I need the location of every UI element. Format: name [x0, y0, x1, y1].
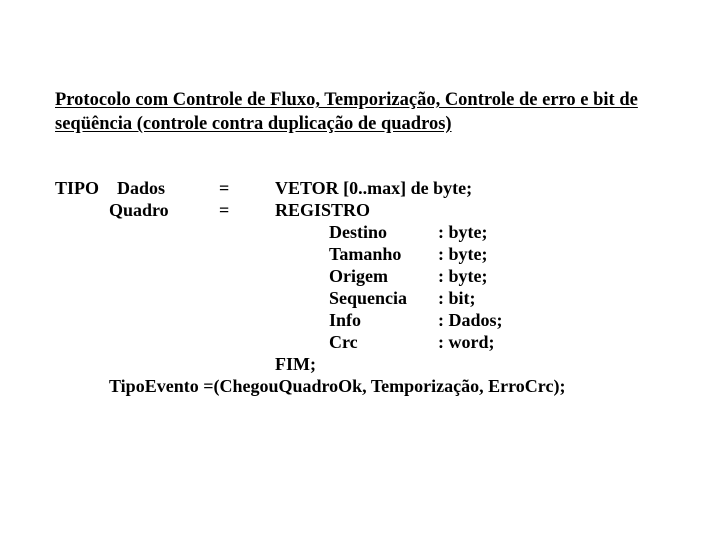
tipo-keyword: TIPO [55, 178, 100, 198]
field-type: : byte; [438, 244, 488, 264]
type-name-dados: Dados [117, 178, 166, 198]
title-line-2: seqüência (controle contra duplicação de quadros) [55, 114, 452, 134]
type-name-quadro: Quadro [109, 200, 169, 220]
type-value-dados: VETOR [0..max] de byte; [275, 178, 473, 198]
title-line-1: Protocolo com Controle de Fluxo, Temporização, Controle de erro e bit de [55, 90, 638, 110]
field-name: Sequencia [329, 288, 408, 308]
record-end: FIM; [275, 354, 316, 374]
field-type: : bit; [438, 288, 476, 308]
field-name: Destino [329, 222, 387, 242]
field-type: : word; [438, 332, 495, 352]
type-declaration-tipo-evento: TipoEvento =(ChegouQuadroOk, Temporização, ErroCrc); [109, 376, 566, 396]
field-name: Tamanho [329, 244, 402, 264]
slide-title [55, 88, 675, 136]
field-name: Origem [329, 266, 388, 286]
type-value-quadro: REGISTRO [275, 200, 371, 220]
field-type: : byte; [438, 266, 488, 286]
equals-sign-dados: = [219, 178, 230, 198]
field-type: : byte; [438, 222, 488, 242]
field-name: Crc [329, 332, 358, 352]
field-type: : Dados; [438, 310, 503, 330]
field-name: Info [329, 310, 362, 330]
equals-sign-quadro: = [219, 200, 230, 220]
